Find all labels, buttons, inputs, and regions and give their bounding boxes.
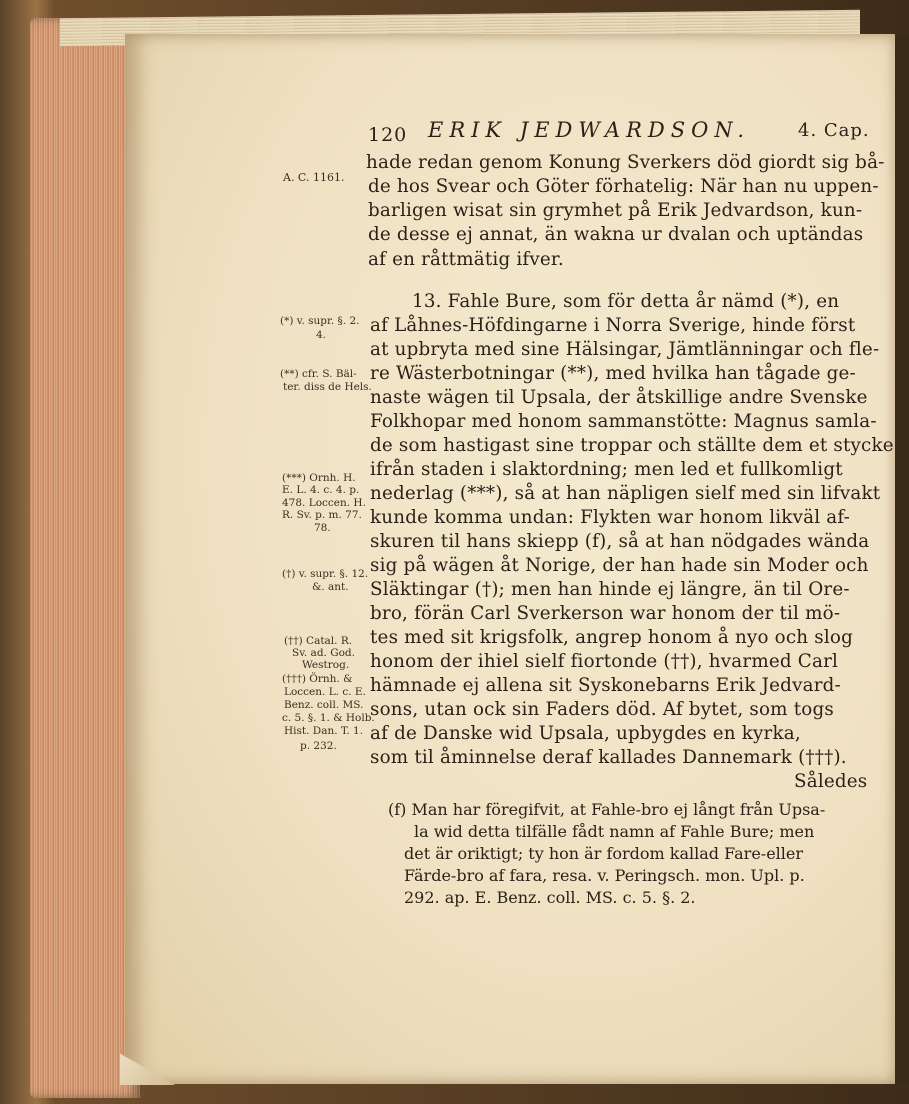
page-edges-left	[30, 18, 140, 1098]
body-line: Folkhopar med honom sammanstötte: Magnus samla-	[370, 411, 877, 432]
chapter-label: 4. Cap.	[798, 120, 870, 141]
body-line: barligen wisat sin grymhet på Erik Jedvardson, kun-	[368, 200, 863, 221]
body-line: Släktingar (†); men han hinde ej längre, än til Ore-	[370, 579, 850, 600]
footnote-line: 292. ap. E. Benz. coll. MS. c. 5. §. 2.	[404, 888, 696, 907]
catchword: Således	[794, 771, 868, 792]
footnote-line: (f) Man har föregifvit, at Fahle-bro ej långt från Upsa-	[388, 800, 826, 819]
margin-note-year: A. C. 1161.	[283, 171, 345, 184]
margin-note: (*) v. supr. §. 2.	[280, 315, 360, 327]
body-line: de som hastigast sine troppar och ställte dem et stycke	[370, 435, 894, 456]
margin-note: &. ant.	[312, 581, 349, 593]
body-line: nederlag (***), så at han näpligen sielf med sin lifvakt	[370, 483, 881, 504]
body-line: bro, förän Carl Sverkerson war honom der til mö-	[370, 603, 841, 624]
margin-note: 4.	[316, 329, 327, 341]
margin-note: p. 232.	[300, 740, 337, 752]
body-line: at upbryta med sine Hälsingar, Jämtlänningar och fle-	[370, 339, 880, 360]
body-line: ifrån staden i slaktordning; men led et fullkomligt	[370, 459, 843, 480]
body-line: skuren til hans skiepp (f), så at han nödgades wända	[370, 531, 870, 552]
margin-note: Loccen. L. c. E.	[284, 686, 366, 698]
margin-note: c. 5. §. 1. & Holb.	[282, 712, 375, 724]
body-line: hämnade ej allena sit Syskonebarns Erik Jedvard-	[370, 675, 841, 696]
body-line: de desse ej annat, än wakna ur dvalan och uptändas	[368, 224, 864, 245]
body-line: af de Danske wid Upsala, upbygdes en kyrka,	[370, 723, 801, 744]
margin-note: Benz. coll. MS.	[284, 699, 364, 711]
body-line: re Wästerbotningar (**), med hvilka han tågade ge-	[370, 363, 856, 384]
margin-note: (***) Ornh. H.	[282, 472, 356, 484]
margin-note: 478. Loccen. H.	[282, 497, 366, 509]
right-margin-shadow	[895, 34, 909, 1084]
body-line: tes med sit krigsfolk, angrep honom å nyo och slog	[370, 627, 854, 648]
margin-note: E. L. 4. c. 4. p.	[282, 484, 360, 496]
margin-note: Westrog.	[302, 659, 350, 671]
margin-note: Sv. ad. God.	[292, 647, 355, 659]
margin-note: Hist. Dan. T. 1.	[284, 725, 364, 737]
body-line: hade redan genom Konung Sverkers död giordt sig bå-	[366, 152, 885, 173]
body-line: naste wägen til Upsala, der åtskillige andre Svenske	[370, 387, 868, 408]
margin-note: (†) v. supr. §. 12.	[282, 568, 369, 580]
footnote-line: la wid detta tilfälle fådt namn af Fahle Bure; men	[414, 822, 815, 841]
body-line: som til åminnelse deraf kallades Dannemark (†††).	[370, 747, 847, 768]
page-number: 120	[368, 124, 408, 146]
body-line: honom der ihiel sielf fiortonde (††), hvarmed Carl	[370, 651, 839, 672]
body-line: de hos Svear och Göter förhatelig: När han nu uppen-	[368, 176, 879, 197]
body-line: af en råttmätig ifver.	[368, 249, 564, 270]
running-title: ERIK JEDWARDSON.	[428, 118, 751, 142]
margin-note: (**) cfr. S. Bäl-	[280, 368, 357, 380]
margin-note: ter. diss de Hels.	[283, 381, 372, 393]
body-line: sig på wägen åt Norige, der han hade sin Moder och	[370, 555, 869, 576]
margin-note: (†††) Örnh. &	[282, 673, 353, 685]
body-line: af Låhnes-Höfdingarne i Norra Sverige, hinde först	[370, 315, 856, 336]
margin-note: R. Sv. p. m. 77.	[282, 509, 362, 521]
body-line: sons, utan ock sin Faders död. Af bytet, som togs	[370, 699, 834, 720]
body-line: 13. Fahle Bure, som för detta år nämd (*), en	[412, 291, 840, 312]
body-line: kunde komma undan: Flykten war honom likväl af-	[370, 507, 851, 528]
footnote-line: det är oriktigt; ty hon är fordom kallad Fare-eller	[404, 844, 804, 863]
margin-note: (††) Catal. R.	[284, 635, 353, 647]
footnote-line: Färde-bro af fara, resa. v. Peringsch. mon. Upl. p.	[404, 866, 805, 885]
margin-note: 78.	[314, 522, 331, 534]
